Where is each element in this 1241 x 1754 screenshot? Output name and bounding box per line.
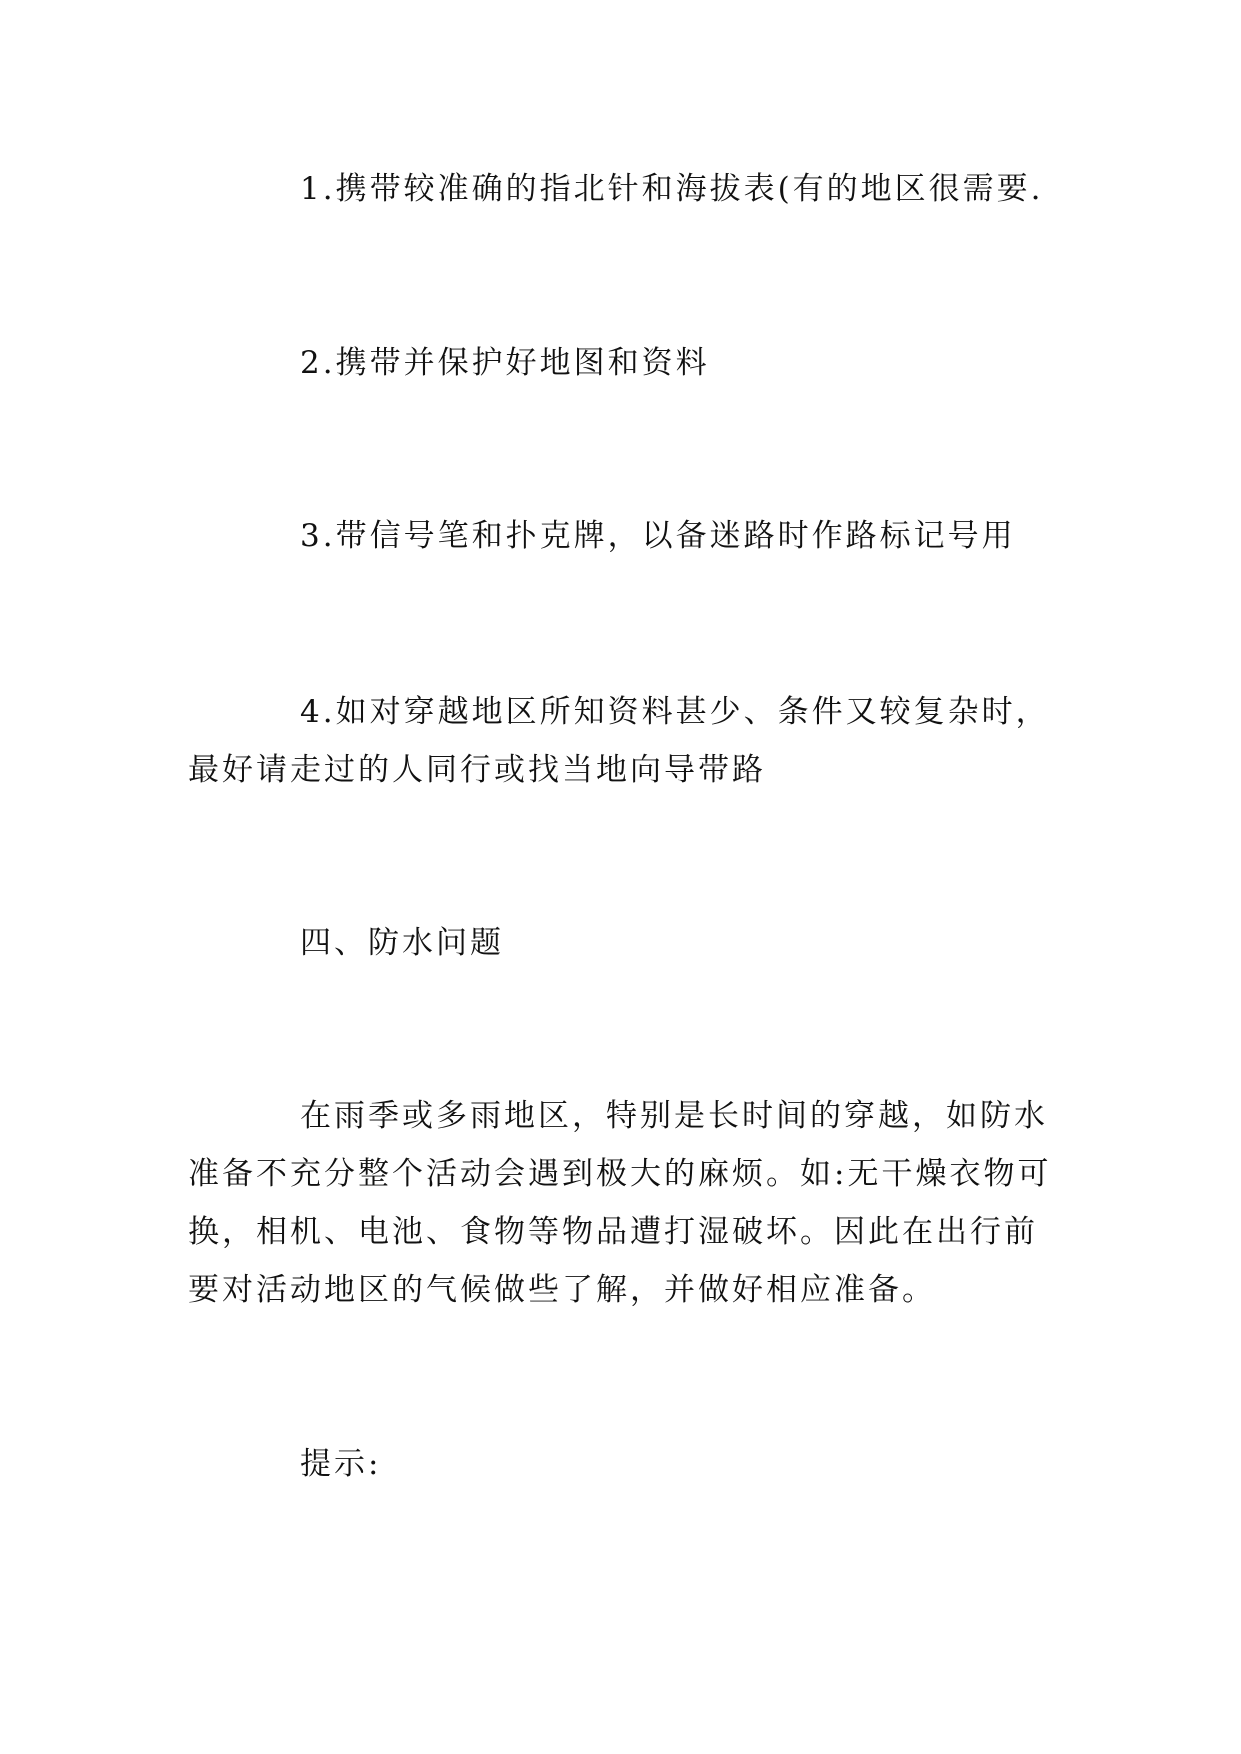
list-item-signal-pen-cards: 3.带信号笔和扑克牌，以备迷路时作路标记号用 bbox=[300, 518, 1016, 554]
body-paragraph-waterproofing: 在雨季或多雨地区，特别是长时间的穿越，如防水准备不充分整个活动会遇到极大的麻烦。如:无干燥衣物可换，相机、电池、食物等物品遭打湿破坏。因此在出行前要对活动地区的气候做些了解，并做好相应准备。 bbox=[188, 1098, 1052, 1308]
tip-label: 提示: bbox=[300, 1446, 382, 1482]
list-item-maps-materials: 2.携带并保护好地图和资料 bbox=[300, 345, 710, 381]
list-item-local-guide: 4.如对穿越地区所知资料甚少、条件又较复杂时，最好请走过的人同行或找当地向导带路 bbox=[188, 694, 1050, 788]
list-item-compass-altimeter: 1.携带较准确的指北针和海拔表(有的地区很需要. bbox=[300, 171, 1044, 207]
section-heading-waterproofing: 四、防水问题 bbox=[300, 925, 504, 961]
